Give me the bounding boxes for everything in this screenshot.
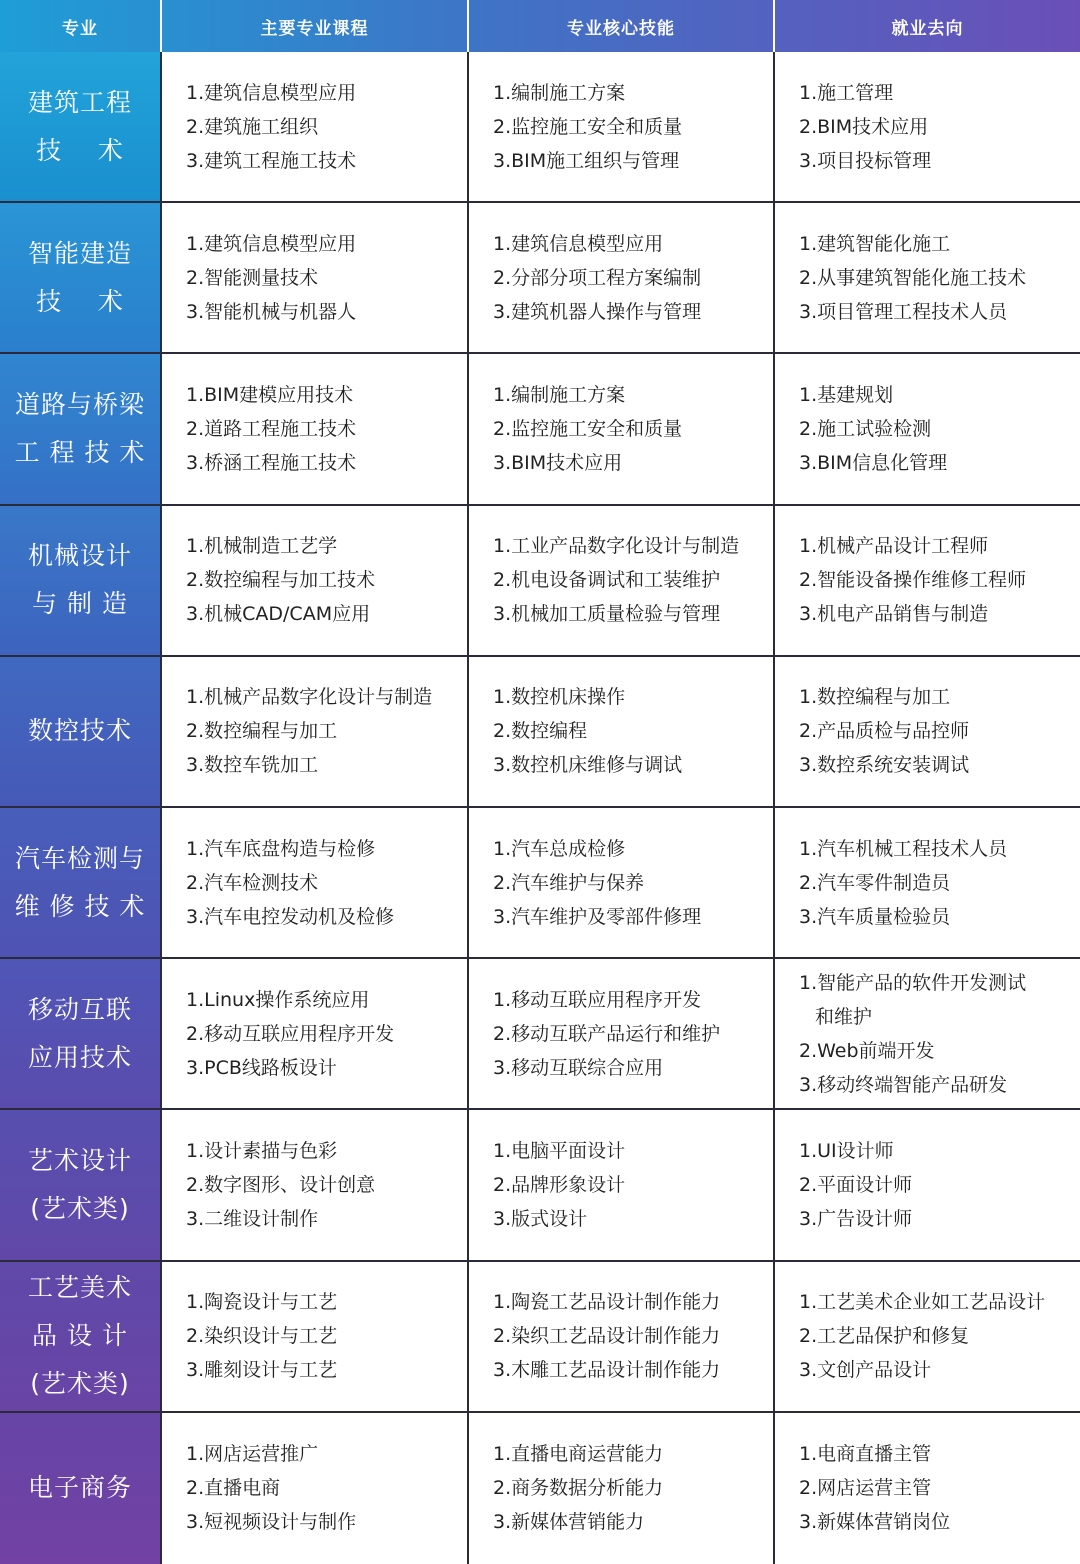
major-cell xyxy=(0,959,162,1108)
major-name-line: 与 制 造 xyxy=(32,589,128,619)
major-cell xyxy=(0,354,162,503)
courses-cell xyxy=(162,354,469,503)
skill-item: 3.版式设计 xyxy=(493,1207,588,1230)
skill-item: 3.BIM技术应用 xyxy=(493,451,623,474)
table-row xyxy=(0,203,1080,354)
table-row xyxy=(0,1110,1080,1261)
courses-cell xyxy=(162,506,469,655)
career-item: 3.移动终端智能产品研发 xyxy=(799,1073,1008,1096)
skills-cell xyxy=(469,506,775,655)
course-item: 3.PCB线路板设计 xyxy=(186,1056,337,1079)
course-item: 2.道路工程施工技术 xyxy=(186,417,357,440)
major-name-line: 电子商务 xyxy=(27,1473,132,1503)
skill-item: 2.商务数据分析能力 xyxy=(493,1477,664,1500)
skill-item: 1.移动互联应用程序开发 xyxy=(493,988,702,1011)
course-item: 3.雕刻设计与工艺 xyxy=(186,1359,338,1382)
career-item: 2.智能设备操作维修工程师 xyxy=(799,569,1027,592)
major-cell xyxy=(0,1110,162,1259)
career-item: 2.产品质检与品控师 xyxy=(799,720,970,743)
skill-item: 3.汽车维护及零部件修理 xyxy=(493,905,702,928)
course-item: 3.桥涵工程施工技术 xyxy=(186,451,357,474)
course-item: 2.智能测量技术 xyxy=(186,266,319,289)
career-item: 1.汽车机械工程技术人员 xyxy=(799,837,1008,860)
career-item: 1.基建规划 xyxy=(799,383,894,406)
courses-cell xyxy=(162,203,469,352)
course-item: 1.BIM建模应用技术 xyxy=(186,383,354,406)
skill-item: 3.机械加工质量检验与管理 xyxy=(493,603,721,626)
skill-item: 1.陶瓷工艺品设计制作能力 xyxy=(493,1291,721,1314)
skill-item: 2.品牌形象设计 xyxy=(493,1173,626,1196)
career-item: 2.平面设计师 xyxy=(799,1173,913,1196)
major-name-line: 工艺美术 xyxy=(27,1273,132,1303)
course-item: 1.设计素描与色彩 xyxy=(186,1139,338,1162)
career-item: 3.BIM信息化管理 xyxy=(799,451,948,474)
course-item: 2.染织设计与工艺 xyxy=(186,1325,338,1348)
skills-cell xyxy=(469,657,775,806)
careers-cell xyxy=(775,1413,1080,1564)
table-row xyxy=(0,657,1080,808)
skill-item: 1.汽车总成检修 xyxy=(493,837,626,860)
career-item: 1.工艺美术企业如工艺品设计 xyxy=(799,1291,1046,1314)
course-item: 1.建筑信息模型应用 xyxy=(186,232,357,255)
course-item: 2.移动互联应用程序开发 xyxy=(186,1022,395,1045)
career-item: 3.汽车质量检验员 xyxy=(799,905,951,928)
major-name-line: 数控技术 xyxy=(27,716,132,746)
course-item: 3.建筑工程施工技术 xyxy=(186,149,357,172)
course-item: 2.汽车检测技术 xyxy=(186,871,319,894)
career-item: 2.BIM技术应用 xyxy=(799,115,929,138)
careers-cell xyxy=(775,808,1080,957)
career-item: 3.文创产品设计 xyxy=(799,1359,932,1382)
skills-cell xyxy=(469,354,775,503)
table-row xyxy=(0,1262,1080,1413)
major-name-line: (艺术类) xyxy=(30,1369,130,1399)
major-cell xyxy=(0,1262,162,1411)
skills-cell xyxy=(469,52,775,201)
skills-cell xyxy=(469,1262,775,1411)
table-row xyxy=(0,1413,1080,1564)
career-item: 2.工艺品保护和修复 xyxy=(799,1325,970,1348)
course-item: 3.机械CAD/CAM应用 xyxy=(186,603,371,626)
career-item: 2.网店运营主管 xyxy=(799,1477,932,1500)
career-item: 1.数控编程与加工 xyxy=(799,686,951,709)
career-item: 1.建筑智能化施工 xyxy=(799,232,951,255)
career-item: 3.项目管理工程技术人员 xyxy=(799,300,1008,323)
skill-item: 2.分部分项工程方案编制 xyxy=(493,266,702,289)
skill-item: 3.BIM施工组织与管理 xyxy=(493,149,680,172)
course-item: 1.汽车底盘构造与检修 xyxy=(186,837,376,860)
skill-item: 3.数控机床维修与调试 xyxy=(493,754,683,777)
careers-cell xyxy=(775,657,1080,806)
skill-item: 2.汽车维护与保养 xyxy=(493,871,645,894)
major-name-line: 移动互联 xyxy=(27,994,132,1024)
course-item: 3.智能机械与机器人 xyxy=(186,300,357,323)
courses-cell xyxy=(162,1262,469,1411)
skill-item: 1.数控机床操作 xyxy=(493,686,626,709)
course-item: 1.机械制造工艺学 xyxy=(186,535,338,558)
course-item: 3.汽车电控发动机及检修 xyxy=(186,905,395,928)
courses-cell xyxy=(162,657,469,806)
career-item: 3.广告设计师 xyxy=(799,1207,913,1230)
major-cell xyxy=(0,808,162,957)
major-name-line: 技 术 xyxy=(36,135,124,165)
career-item: 1.电商直播主管 xyxy=(799,1443,932,1466)
career-item: 3.数控系统安装调试 xyxy=(799,754,970,777)
major-name-line: 智能建造 xyxy=(27,238,132,268)
major-name-line: 工 程 技 术 xyxy=(14,437,146,467)
skills-cell xyxy=(469,203,775,352)
skill-item: 2.监控施工安全和质量 xyxy=(493,417,683,440)
major-name-line: 维 修 技 术 xyxy=(14,891,146,921)
major-name-line: 应用技术 xyxy=(27,1042,132,1072)
skill-item: 1.工业产品数字化设计与制造 xyxy=(493,535,740,558)
major-name-line: 道路与桥梁 xyxy=(14,389,145,419)
courses-cell xyxy=(162,808,469,957)
skill-item: 1.编制施工方案 xyxy=(493,383,626,406)
major-name-line: 机械设计 xyxy=(27,541,132,571)
table-header xyxy=(0,0,1080,52)
course-item: 3.短视频设计与制作 xyxy=(186,1511,357,1534)
major-cell xyxy=(0,506,162,655)
career-item: 3.机电产品销售与制造 xyxy=(799,603,989,626)
course-item: 2.建筑施工组织 xyxy=(186,115,319,138)
major-cell xyxy=(0,203,162,352)
courses-cell xyxy=(162,52,469,201)
skill-item: 1.电脑平面设计 xyxy=(493,1139,626,1162)
careers-cell xyxy=(775,203,1080,352)
course-item: 2.数控编程与加工技术 xyxy=(186,569,376,592)
course-item: 1.Linux操作系统应用 xyxy=(186,988,370,1011)
major-name-line: (艺术类) xyxy=(30,1193,130,1223)
skill-item: 2.机电设备调试和工装维护 xyxy=(493,569,721,592)
courses-cell xyxy=(162,1413,469,1564)
skill-item: 1.建筑信息模型应用 xyxy=(493,232,664,255)
careers-cell xyxy=(775,1110,1080,1259)
career-item: 3.项目投标管理 xyxy=(799,149,932,172)
major-cell xyxy=(0,657,162,806)
header-careers: 就业去向 xyxy=(891,18,964,39)
skill-item: 2.染织工艺品设计制作能力 xyxy=(493,1325,721,1348)
skills-cell xyxy=(469,808,775,957)
course-item: 1.建筑信息模型应用 xyxy=(186,81,357,104)
major-name-line: 汽车检测与 xyxy=(14,843,145,873)
course-item: 1.陶瓷设计与工艺 xyxy=(186,1291,338,1314)
skills-cell xyxy=(469,959,775,1108)
header-major: 专业 xyxy=(0,0,162,52)
career-item: 2.Web前端开发 xyxy=(799,1039,935,1062)
career-item: 1.智能产品的软件开发测试 xyxy=(799,971,1027,994)
skill-item: 3.建筑机器人操作与管理 xyxy=(493,300,702,323)
major-cell xyxy=(0,1413,162,1564)
career-item: 1.施工管理 xyxy=(799,81,894,104)
course-item: 1.机械产品数字化设计与制造 xyxy=(186,686,433,709)
skill-item: 1.直播电商运营能力 xyxy=(493,1443,664,1466)
skill-item: 1.编制施工方案 xyxy=(493,81,626,104)
careers-cell xyxy=(775,52,1080,201)
course-item: 2.直播电商 xyxy=(186,1477,281,1500)
skills-cell xyxy=(469,1413,775,1564)
table-row xyxy=(0,959,1080,1110)
major-name-line: 艺术设计 xyxy=(27,1145,132,1175)
table-row xyxy=(0,808,1080,959)
course-item: 3.数控车铣加工 xyxy=(186,754,319,777)
courses-cell xyxy=(162,1110,469,1259)
major-name-line: 建筑工程 xyxy=(27,87,132,117)
major-name-line: 品 设 计 xyxy=(32,1321,128,1351)
careers-cell xyxy=(775,959,1080,1108)
courses-cell xyxy=(162,959,469,1108)
career-item: 1.UI设计师 xyxy=(799,1139,894,1162)
table-row xyxy=(0,506,1080,657)
course-item: 2.数控编程与加工 xyxy=(186,720,338,743)
skill-item: 3.木雕工艺品设计制作能力 xyxy=(493,1359,721,1382)
course-item: 3.二维设计制作 xyxy=(186,1207,319,1230)
table-row xyxy=(0,52,1080,203)
careers-cell xyxy=(775,1262,1080,1411)
skill-item: 3.移动互联综合应用 xyxy=(493,1056,664,1079)
career-item: 和维护 xyxy=(815,1005,873,1028)
table-row xyxy=(0,354,1080,505)
careers-cell xyxy=(775,354,1080,503)
careers-cell xyxy=(775,506,1080,655)
course-item: 1.网店运营推广 xyxy=(186,1443,319,1466)
career-item: 3.新媒体营销岗位 xyxy=(799,1511,951,1534)
career-item: 1.机械产品设计工程师 xyxy=(799,535,989,558)
major-name-line: 技 术 xyxy=(36,286,124,316)
major-cell xyxy=(0,52,162,201)
career-item: 2.从事建筑智能化施工技术 xyxy=(799,266,1027,289)
career-item: 2.施工试验检测 xyxy=(799,417,932,440)
career-item: 2.汽车零件制造员 xyxy=(799,871,951,894)
skill-item: 2.移动互联产品运行和维护 xyxy=(493,1022,721,1045)
header-courses: 主要专业课程 xyxy=(162,0,469,52)
skill-item: 2.数控编程 xyxy=(493,720,588,743)
skills-cell xyxy=(469,1110,775,1259)
skill-item: 3.新媒体营销能力 xyxy=(493,1511,645,1534)
course-item: 2.数字图形、设计创意 xyxy=(186,1173,376,1196)
table-body xyxy=(0,52,1080,1564)
skill-item: 2.监控施工安全和质量 xyxy=(493,115,683,138)
header-skills: 专业核心技能 xyxy=(469,0,775,52)
